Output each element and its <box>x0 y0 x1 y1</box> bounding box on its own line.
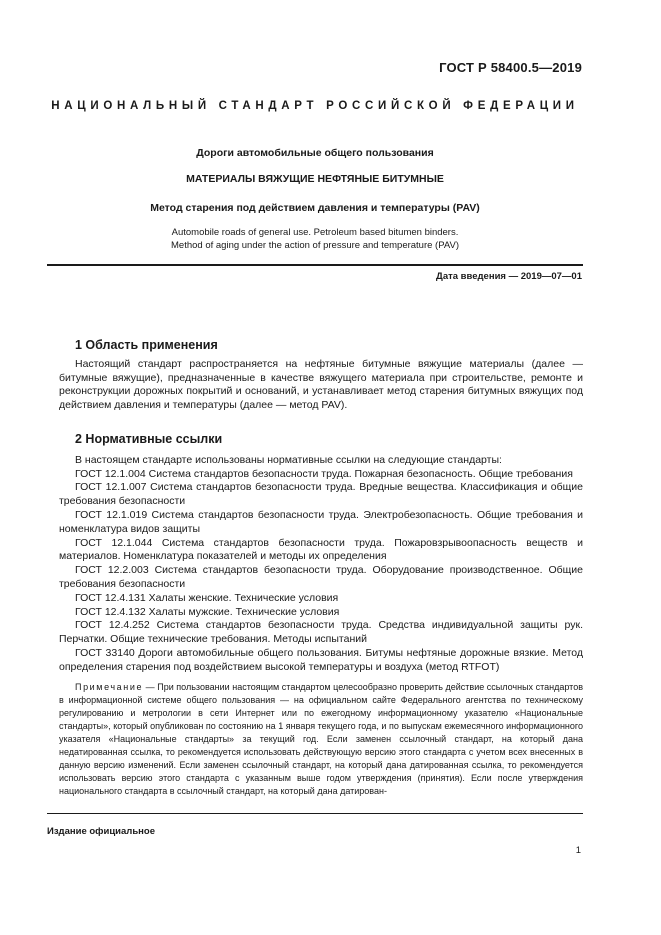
title-method: Метод старения под действием давления и температуры (PAV) <box>150 202 480 214</box>
introduction-date: Дата введения — 2019—07—01 <box>436 271 582 282</box>
reference-item: ГОСТ 12.4.132 Халаты мужские. Технические условия <box>75 605 340 618</box>
national-standard-header: НАЦИОНАЛЬНЫЙ СТАНДАРТ РОССИЙСКОЙ ФЕДЕРАЦИИ <box>51 100 579 112</box>
reference-item: ГОСТ 12.1.004 Система стандартов безопасности труда. Пожарная безопасность. Общие требования <box>75 467 573 480</box>
title-english-line1: Automobile roads of general use. Petroleum based bitumen binders. <box>171 227 459 238</box>
reference-item: ГОСТ 12.4.131 Халаты женские. Технические условия <box>75 591 339 604</box>
note-paragraph <box>59 681 583 798</box>
title-english-line2: Method of aging under the action of pressure and temperature (PAV) <box>171 239 459 251</box>
references-intro: В настоящем стандарте использованы нормативные ссылки на следующие стандарты: <box>75 453 502 466</box>
page-number: 1 <box>575 845 581 856</box>
reference-item: ГОСТ 12.1.019 Система стандартов безопасности труда. Электробезопасность. Общие требования и номенклатура видов защиты <box>59 508 583 535</box>
header-divider <box>47 264 583 266</box>
edition-label: Издание официальное <box>47 826 155 837</box>
reference-item: ГОСТ 33140 Дороги автомобильные общего пользования. Битумы нефтяные дорожные вязкие. Метод определения старения под воздействием высокой температуры и воздуха (метод RTFOT) <box>59 646 583 673</box>
scope-paragraph: Настоящий стандарт распространяется на нефтяные битумные вяжущие материалы (далее — битумные вяжущие), предназначенные в качестве вяжущего материала при строительстве, ремонте и реконструкции дорожных покрытий и оснований, и устанавливает метод старения битумных вяжущих под действием давления и температуры (далее — метод PAV). <box>59 357 583 412</box>
reference-item: ГОСТ 12.1.044 Система стандартов безопасности труда. Пожаровзрывоопасность веществ и материалов. Номенклатура показателей и методы их определения <box>59 536 583 563</box>
title-block <box>47 147 583 252</box>
title-main: МАТЕРИАЛЫ ВЯЖУЩИЕ НЕФТЯНЫЕ БИТУМНЫЕ <box>186 173 444 185</box>
reference-item: ГОСТ 12.1.007 Система стандартов безопасности труда. Вредные вещества. Классификация и общие требования безопасности <box>59 481 583 508</box>
section-heading-references: 2 Нормативные ссылки <box>75 432 223 446</box>
title-english <box>47 227 583 252</box>
reference-item: ГОСТ 12.2.003 Система стандартов безопасности труда. Оборудование производственное. Общие требования безопасности <box>59 564 583 590</box>
title-subject: Дороги автомобильные общего пользования <box>196 147 434 159</box>
reference-item: ГОСТ 12.4.252 Система стандартов безопасности труда. Средства индивидуальной защиты рук. Перчатки. Общие технические требования. Методы испытаний <box>59 619 583 646</box>
footer-divider <box>47 813 583 814</box>
section-heading-scope: 1 Область применения <box>75 338 218 352</box>
note-text: — При пользовании настоящим стандартом целесообразно проверить действие ссылочных стандартов в информационной системе общего пользования — на официальном сайте Федерального агентства по техническому регулированию и метрологии в сети Интернет или по ежегодному информационному указателю «Национальные стандарты», который опубликован по состоянию на 1 января текущего года, и по выпускам ежемесячного информационного указателя «Национальные стандарты» за текущий год. Если заменен ссылочный стандарт, на который дана недатированная ссылка, то рекомендуется использовать действующую версию этого стандарта с учетом всех внесенных в данную версию изменений. Если заменен ссылочный стандарт, на который дана датированная ссылка, то рекомендуется использовать версию этого стандарта с указанным выше годом утверждения (принятия). Если после утверждения национального стандарта в ссылочный стандарт, на который дана датирован- <box>59 681 583 796</box>
note-label: Примечание <box>75 681 144 692</box>
section-normative-references <box>59 433 583 798</box>
standard-number: ГОСТ Р 58400.5—2019 <box>439 60 582 75</box>
section-scope <box>59 339 583 413</box>
